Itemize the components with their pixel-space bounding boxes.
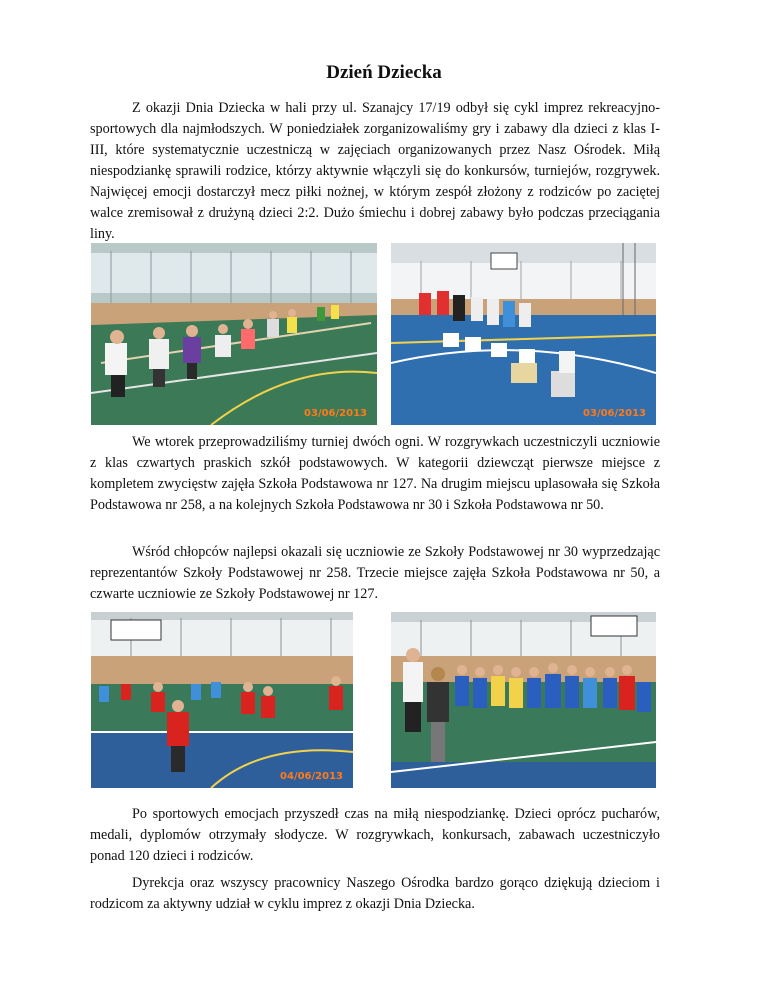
photo-gift-bags: [391, 243, 656, 425]
photo-date-stamp: 03/06/2013: [304, 408, 367, 419]
photo-award-ceremony: [391, 612, 656, 788]
paragraph-2: We wtorek przeprowadziliśmy turniej dwóch ogni. W rozgrywkach uczestniczyli uczniowie z klas czwartych praskich szkół podstawowych. W kategorii dziewcząt pierwsze miejsce z kompletem zwycięstw zajęła Szkoła Podstawowa nr 127. Na drugim miejscu uplasowała się Szkoła Podstawowa nr 258, a na kolejnych Szkoła Podstawowa nr 30 i Szkoła Podstawowa nr 50.: [90, 434, 660, 513]
paragraph-1: Z okazji Dnia Dziecka w hali przy ul. Szanajcy 17/19 odbył się cykl imprez rekreacyjno- sportowych dla najmłodszych. W poniedziałek zorganizowaliśmy gry i zabawy dla dzieci z klas I-III, które systematycznie uczestniczą w zajęciach organizowanych przez Nasz Ośrodek. Miłą niespodziankę sprawili rodzice, którzy aktywnie włączyli się do konkursów, turniejów, rozgrywek. Najwięcej emocji dostarczył mecz piłki nożnej, w którym zespół złożony z rodziców po zaciętej walce zremisował z drużyną dzieci 2:2. Dużo śmiechu i dobrej zabawy było podczas przeciągania liny.: [90, 100, 660, 242]
photo-dodgeball: [91, 612, 353, 788]
photo-tug-of-war: [91, 243, 377, 425]
photo-date-stamp: 03/06/2013: [583, 408, 646, 419]
paragraph-4: Po sportowych emocjach przyszedł czas na miłą niespodziankę. Dzieci oprócz pucharów, medali, dyplomów otrzymały słodycze. W rozgrywkach, konkursach, zabawach uczestniczyło ponad 120 dzieci i rodziców.: [90, 806, 660, 864]
paragraph-3: Wśród chłopców najlepsi okazali się uczniowie ze Szkoły Podstawowej nr 30 wyprzedzając reprezentantów Szkoły Podstawowej nr 258. Trzecie miejsce zajęła Szkoła Podstawowa nr 50, a czwarte uczniowie ze Szkoły Podstawowej nr 127.: [90, 544, 660, 602]
photo-date-stamp: 04/06/2013: [280, 771, 343, 782]
document-title: Dzień Dziecka: [326, 62, 442, 83]
paragraph-5: Dyrekcja oraz wszyscy pracownicy Naszego Ośrodka bardzo gorąco dziękują dzieciom i rodzicom za aktywny udział w cyklu imprez z okazji Dnia Dziecka.: [90, 875, 660, 912]
